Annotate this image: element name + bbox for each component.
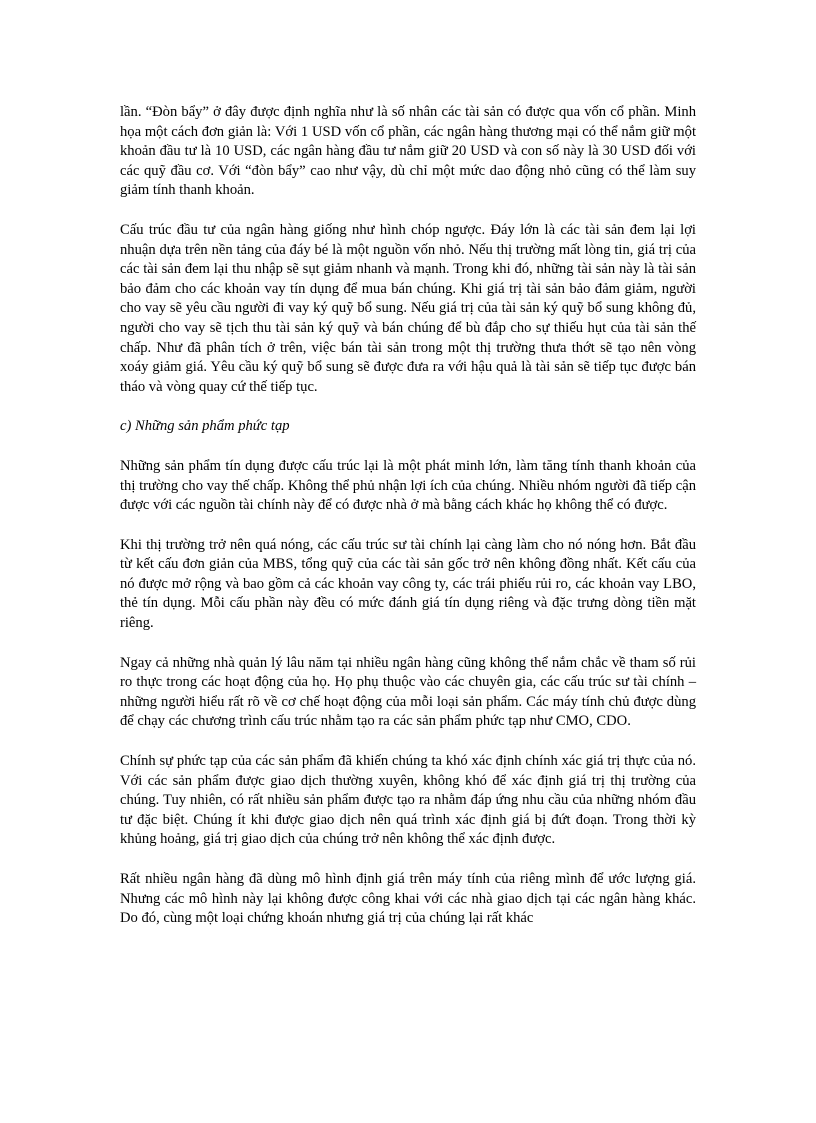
- section-heading: c) Những sản phẩm phức tạp: [120, 418, 290, 435]
- document-page: [120, 103, 696, 949]
- paragraph-pricing-models: Rất nhiều ngân hàng đã dùng mô hình định giá trên máy tính của riêng mình để ước lượng giá. Nhưng các mô hình này lại không được công khai với các nhà giao dịch tại các ngân hàng khác. Do đó, cùng một loại chứng khoán nhưng giá trị của chúng lại rất khác: [120, 871, 696, 927]
- paragraph-leverage: lần. “Đòn bẩy” ở đây được định nghĩa như là số nhân các tài sản có được qua vốn cổ phần. Minh họa một cách đơn giản là: Với 1 USD vốn cổ phần, các ngân hàng thương mại có thể nắm giữ một khoản đầu tư là 10 USD, các ngân hàng đầu tư nắm giữ 20 USD và con số này là 30 USD đối với các quỹ đầu cơ. Với “đòn bẩy” cao như vậy, dù chỉ một mức dao động nhỏ cũng có thể làm suy giảm tính thanh khoản.: [120, 104, 696, 199]
- paragraph-investment-structure: Cấu trúc đầu tư của ngân hàng giống như hình chóp ngược. Đáy lớn là các tài sản đem lại lợi nhuận dựa trên nền tảng của đáy bé là một nguồn vốn nhỏ. Nếu thị trường mất lòng tin, giá trị của các tài sản đem lại thu nhập sẽ sụt giảm nhanh và mạnh. Trong khi đó, những tài sản này là tài sản bảo đảm cho các khoản vay tín dụng để mua bán chúng. Khi giá trị tài sản bảo đảm giảm, người cho vay sẽ yêu cầu người đi vay ký quỹ bổ sung. Nếu giá trị của tài sản ký quỹ bổ sung không đủ, người cho vay sẽ tịch thu tài sản ký quỹ và bán chúng để bù đắp cho sự thiếu hụt của tài sản thế chấp. Như đã phân tích ở trên, việc bán tài sản trong một thị trường thưa thớt sẽ tạo nên vòng xoáy giảm giá. Yêu cầu ký quỹ bổ sung sẽ được đưa ra với hậu quả là tài sản sẽ tiếp tục được bán tháo và vòng quay cứ thế tiếp tục.: [120, 221, 696, 395]
- paragraph-overheated-market: Khi thị trường trở nên quá nóng, các cấu trúc sư tài chính lại càng làm cho nó nóng hơn. Bắt đầu từ kết cấu đơn giản của MBS, tổng quỹ của các tài sản gốc trở nên không đồng nhất. Kết cấu của nó được mở rộng và bao gồm cả các khoản vay công ty, các trái phiếu rủi ro, các khoản vay LBO, thẻ tín dụng. Mỗi cấu phần này đều có mức đánh giá tín dụng riêng và đặc trưng dòng tiền mặt riêng.: [120, 536, 696, 632]
- paragraph-credit-products: Những sản phẩm tín dụng được cấu trúc lại là một phát minh lớn, làm tăng tính thanh khoản của thị trường cho vay thế chấp. Không thể phủ nhận lợi ích của chúng. Nhiều nhóm người đã tiếp cận được với các nguồn tài chính này để có được nhà ở mà bằng cách khác họ không thể có được.: [120, 457, 696, 514]
- paragraph-product-complexity: Chính sự phức tạp của các sản phẩm đã khiến chúng ta khó xác định chính xác giá trị thực của nó. Với các sản phẩm được giao dịch thường xuyên, không khó để xác định giá trị thị trường của chúng. Tuy nhiên, có rất nhiều sản phẩm được tạo ra nhằm đáp ứng nhu cầu của những nhóm đầu tư đặc biệt. Chúng ít khi được giao dịch nên quá trình xác định giá bị đứt đoạn. Trong thời kỳ khủng hoảng, giá trị giao dịch của chúng trở nên không thể xác định được.: [120, 753, 696, 848]
- paragraph-bank-managers: Ngay cả những nhà quản lý lâu năm tại nhiều ngân hàng cũng không thể nắm chắc về tham số rủi ro thực trong các hoạt động của họ. Họ phụ thuộc vào các chuyên gia, các cấu trúc sư tài chính – những người hiểu rất rõ về cơ chế hoạt động của mỗi loại sản phẩm. Các máy tính chủ được dùng để chạy các chương trình cấu trúc nhằm tạo ra các sản phẩm phức tạp như CMO, CDO.: [120, 654, 696, 730]
